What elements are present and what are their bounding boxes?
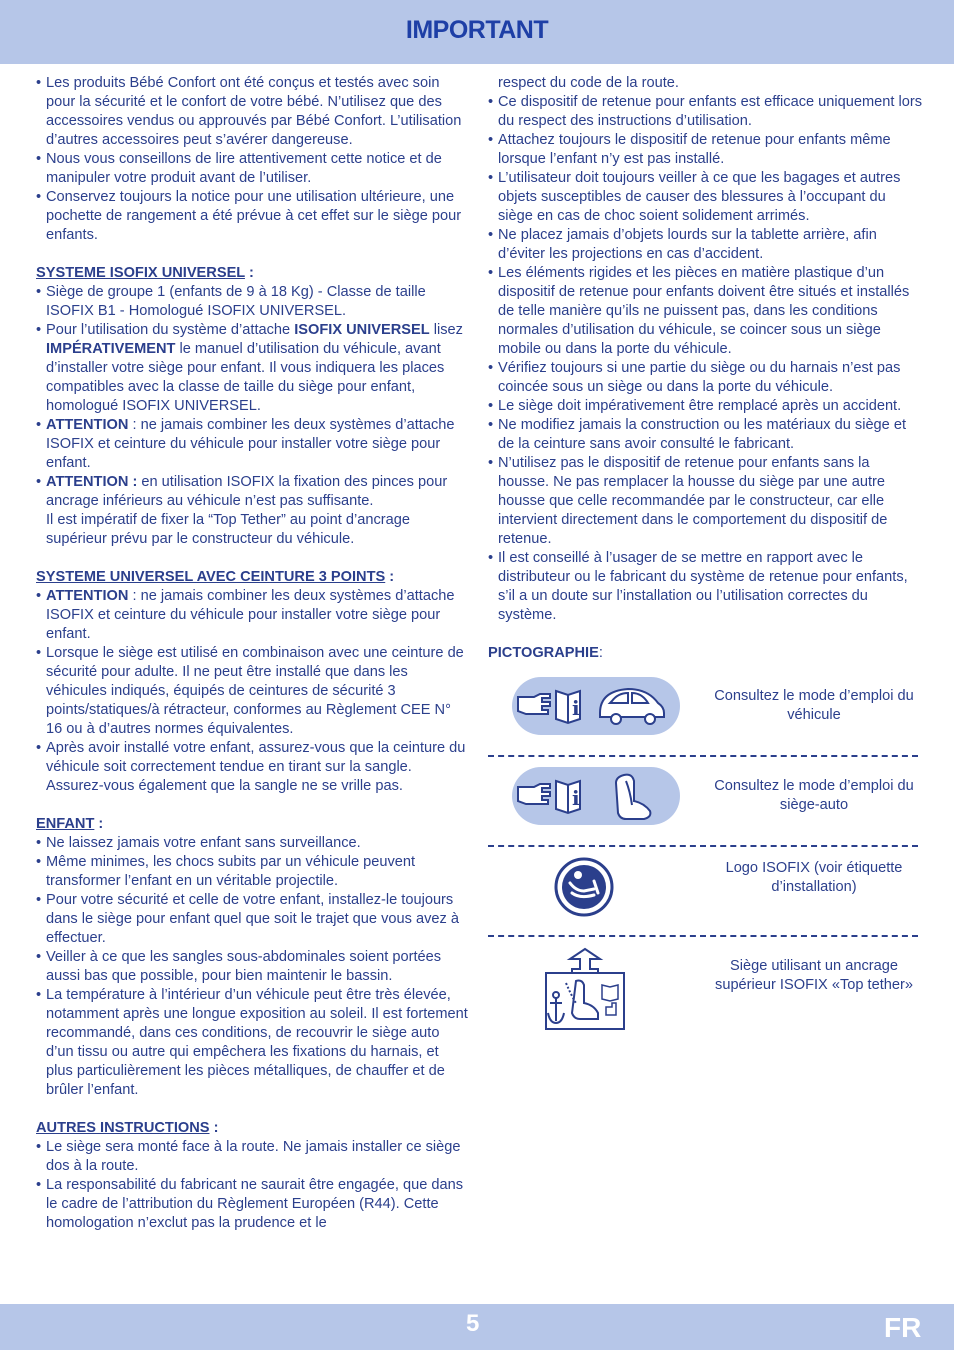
dashed-divider bbox=[488, 935, 918, 937]
section-heading-isofix: SYSTEME ISOFIX UNIVERSEL : bbox=[36, 265, 254, 281]
right-column bbox=[488, 74, 924, 1037]
picto-row bbox=[488, 857, 924, 925]
picto-caption: Consultez le mode d’emploi du véhicule bbox=[714, 688, 914, 723]
page-title: IMPORTANT bbox=[405, 16, 549, 44]
section-heading-autres: AUTRES INSTRUCTIONS : bbox=[36, 1120, 219, 1136]
top-tether-icon bbox=[542, 947, 628, 1031]
list-item-continuation: respect du code de la route. bbox=[498, 75, 679, 91]
list-item: • Il est conseillé à l’usager de se mettre en rapport avec le distributeur ou le fabricant du système de retenue pour enfants, s’il a un doute sur l’installation ou l’utilisation correctes du système. bbox=[488, 550, 908, 623]
list-item: • Le siège sera monté face à la route. Ne jamais installer ce siège dos à la route. bbox=[36, 1139, 461, 1174]
list-item: • Pour l’utilisation du système d’attache ISOFIX UNIVERSEL lisez IMPÉRATIVEMENT le manuel d’utilisation du véhicule, avant d’installer votre siège pour enfant. Il vous indiquera les places compatibles avec la classe de taille du siège pour enfant, homologué ISOFIX UNIVERSEL. bbox=[36, 322, 463, 414]
list-item: • Siège de groupe 1 (enfants de 9 à 18 Kg) - Classe de taille ISOFIX B1 - Homologué ISOFIX UNIVERSEL. bbox=[36, 284, 426, 319]
list-item: • Vérifiez toujours si une partie du siège ou du harnais n’est pas coincée sous un siège ou dans la porte du véhicule. bbox=[488, 360, 901, 395]
picto-caption: Siège utilisant un ancrage supérieur ISOFIX «Top tether» bbox=[715, 958, 913, 993]
list-item: • Veiller à ce que les sangles sous-abdominales soient portées aussi bas que possible, pour bien maintenir le bassin. bbox=[36, 949, 442, 984]
dashed-divider bbox=[488, 755, 918, 757]
svg-text:i: i bbox=[572, 786, 580, 810]
section-heading-enfant: ENFANT : bbox=[36, 816, 104, 832]
list-item: • La température à l’intérieur d’un véhicule peut être très élevée, notamment après une longue exposition au soleil. Il est fortement recommandé, dans ces conditions, de recouvrir le siège auto d’un tissu ou autre qui empêchera les fixations du harnais, et plus particulièrement les pièces métalliques, de chauffer et de brûler l’enfant. bbox=[36, 987, 468, 1098]
page-number: 5 bbox=[466, 1310, 480, 1337]
list-item-continuation: Il est impératif de fixer la “Top Tether” au point d’ancrage supérieur prévu par le constructeur du véhicule. bbox=[46, 512, 410, 547]
picto-caption: Consultez le mode d’emploi du siège-auto bbox=[714, 778, 914, 813]
list-item: • Lorsque le siège est utilisé en combinaison avec une ceinture de sécurité pour adulte. Il ne peut être installé que dans les véhicules indiqués, équipés de ceintures de sécurité 3 points/statiques/à rétracteur, conformes au Règlement CEE N° 16 ou à d’autres normes équivalentes. bbox=[36, 645, 464, 737]
list-item: • Ce dispositif de retenue pour enfants est efficace uniquement lors du respect des instructions d’utilisation. bbox=[488, 94, 923, 129]
left-column bbox=[36, 74, 468, 1233]
list-item: • Attachez toujours le dispositif de retenue pour enfants même lorsque l’enfant n’y est pas installé. bbox=[488, 132, 891, 167]
list-item: • Pour votre sécurité et celle de votre enfant, installez-le toujours dans le siège pour enfant quel que soit le trajet que vous avez à effectuer. bbox=[36, 892, 459, 946]
list-item: • ATTENTION : en utilisation ISOFIX la fixation des pinces pour ancrage inférieurs au véhicule n’est pas suffisante. bbox=[36, 474, 448, 509]
list-item: • La responsabilité du fabricant ne saurait être engagée, que dans le cadre de l’attribution du Règlement Européen (R44). Cette homologation n’exclut pas la prudence et le bbox=[36, 1177, 464, 1231]
list-item: • ATTENTION : ne jamais combiner les deux systèmes d’attache ISOFIX et ceinture du véhicule pour installer votre siège pour enfant. bbox=[36, 417, 455, 471]
intro-item: • Nous vous conseillons de lire attentivement cette notice et de manipuler votre produit avant de l’utiliser. bbox=[36, 151, 442, 186]
intro-item: • Conservez toujours la notice pour une utilisation ultérieure, une pochette de rangement a été prévue à cet effet sur le siège pour enfants. bbox=[36, 189, 462, 243]
section-heading-pictographie: PICTOGRAPHIE: bbox=[488, 645, 603, 661]
picto-row bbox=[488, 677, 924, 745]
list-item: • N’utilisez pas le dispositif de retenue pour enfants sans la housse. Ne pas remplacer la housse du siège par une autre housse que celle recommandée par le constructeur, car elle intervient directement dans le comportement du dispositif de retenue. bbox=[488, 455, 888, 547]
picto-row bbox=[488, 947, 924, 1037]
footer-bar bbox=[0, 1304, 954, 1350]
picto-caption: Logo ISOFIX (voir étiquette d’installation) bbox=[725, 860, 903, 895]
list-item: • Le siège doit impérativement être remplacé après un accident. bbox=[488, 398, 902, 414]
list-item: • Ne placez jamais d’objets lourds sur la tablette arrière, afin d’éviter les projections en cas d’accident. bbox=[488, 227, 877, 262]
svg-text:i: i bbox=[572, 696, 580, 720]
list-item: • Même minimes, les chocs subits par un véhicule peuvent transformer l’enfant en un véritable projectile. bbox=[36, 854, 416, 889]
section-heading-belt: SYSTEME UNIVERSEL AVEC CEINTURE 3 POINTS : bbox=[36, 569, 395, 585]
vehicle-manual-icon bbox=[512, 677, 680, 735]
picto-row bbox=[488, 767, 924, 835]
isofix-logo-icon bbox=[554, 857, 614, 917]
list-item: • L’utilisateur doit toujours veiller à ce que les bagages et autres objets susceptibles de causer des blessures à l’occupant du siège en cas de choc soient solidement arrimés. bbox=[488, 170, 901, 224]
language-tag: FR bbox=[884, 1312, 922, 1343]
list-item: • ATTENTION : ne jamais combiner les deux systèmes d’attache ISOFIX et ceinture du véhicule pour installer votre siège pour enfant. bbox=[36, 588, 455, 642]
intro-item: • Les produits Bébé Confort ont été conçus et testés avec soin pour la sécurité et le confort de votre bébé. N’utilisez que des accessoires vendus ou approuvés par Bébé Confort. L’utilisation d’autres accessoires peut s’avérer dangereuse. bbox=[36, 75, 462, 148]
list-item: • Après avoir installé votre enfant, assurez-vous que la ceinture du véhicule soit correctement tendue en tirant sur la sangle. Assurez-vous également que la sangle ne se vrille pas. bbox=[36, 740, 466, 794]
car-seat-manual-icon bbox=[512, 767, 680, 825]
dashed-divider bbox=[488, 845, 918, 847]
list-item: • Ne modifiez jamais la construction ou les matériaux du siège et de la ceinture sans avoir consulté le fabricant. bbox=[488, 417, 907, 452]
list-item: • Les éléments rigides et les pièces en matière plastique d’un dispositif de retenue pour enfants doivent être situés et installés de telle manière qu’ils ne puissent pas, dans les conditions normales d’utilisation du véhicule, se coincer sous un siège mobile ou dans la porte du véhicule. bbox=[488, 265, 910, 357]
header-bar bbox=[0, 0, 954, 64]
list-item: • Ne laissez jamais votre enfant sans surveillance. bbox=[36, 835, 361, 851]
